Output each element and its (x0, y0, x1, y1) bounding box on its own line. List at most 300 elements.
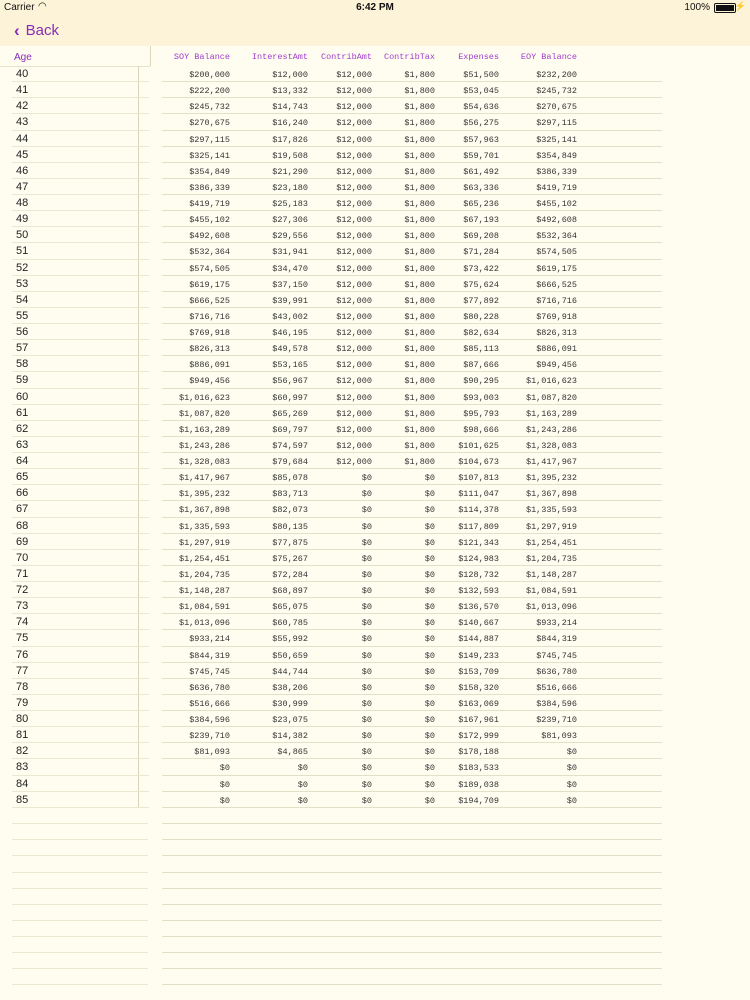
eoy-balance-cell: $492,608 (536, 215, 577, 226)
expenses-cell: $144,887 (458, 634, 499, 645)
soy-balance-cell: $666,525 (189, 295, 230, 306)
interest-amt-cell: $19,508 (272, 150, 308, 161)
contrib-tax-cell: $1,800 (404, 86, 435, 97)
eoy-balance-cell: $516,666 (536, 682, 577, 693)
age-row[interactable]: 82 (12, 743, 149, 759)
contrib-tax-cell: $0 (424, 505, 435, 516)
soy-balance-cell: $516,666 (189, 698, 230, 709)
age-row[interactable]: 77 (12, 663, 149, 679)
interest-amt-cell: $75,267 (272, 553, 308, 564)
eoy-balance-cell: $1,297,919 (525, 521, 577, 532)
eoy-balance-cell: $1,204,735 (525, 553, 577, 564)
age-row[interactable]: 51 (12, 243, 149, 259)
interest-amt-cell: $83,713 (272, 489, 308, 500)
age-row[interactable]: 42 (12, 98, 149, 114)
table-row[interactable] (162, 759, 662, 775)
contrib-tax-cell: $1,800 (404, 263, 435, 274)
contrib-tax-cell: $1,800 (404, 215, 435, 226)
expenses-cell: $69,208 (463, 231, 499, 242)
age-row[interactable]: 47 (12, 179, 149, 195)
age-row[interactable]: 53 (12, 276, 149, 292)
table-row[interactable] (162, 324, 662, 340)
soy-balance-cell: $297,115 (189, 134, 230, 145)
eoy-balance-cell: $0 (566, 795, 577, 806)
battery-icon (714, 3, 736, 13)
eoy-balance-cell: $1,367,898 (525, 489, 577, 500)
table-row[interactable] (162, 243, 662, 259)
contrib-tax-cell: $0 (424, 489, 435, 500)
table-row[interactable] (162, 82, 662, 98)
interest-amt-cell: $80,135 (272, 521, 308, 532)
age-row[interactable]: 85 (12, 792, 149, 808)
eoy-balance-cell: $619,175 (536, 263, 577, 274)
interest-amt-cell: $16,240 (272, 118, 308, 129)
soy-balance-cell: $245,732 (189, 102, 230, 113)
contrib-tax-cell: $0 (424, 779, 435, 790)
interest-amt-cell: $50,659 (272, 650, 308, 661)
empty-row (0, 873, 750, 889)
expenses-cell: $183,533 (458, 763, 499, 774)
eoy-balance-cell: $949,456 (536, 360, 577, 371)
eoy-balance-cell: $1,087,820 (525, 392, 577, 403)
eoy-balance-cell: $239,710 (536, 715, 577, 725)
table-row[interactable] (162, 405, 662, 421)
interest-amt-cell: $55,992 (272, 634, 308, 645)
expenses-cell: $59,701 (463, 150, 499, 161)
header-separator (150, 46, 151, 66)
status-bar (0, 0, 750, 14)
eoy-balance-cell: $532,364 (536, 231, 577, 242)
contrib-amt-cell: $12,000 (336, 247, 372, 258)
table-row[interactable] (162, 389, 662, 405)
battery-percent: 100% (684, 2, 710, 13)
age-row[interactable]: 69 (12, 534, 149, 550)
age-row[interactable]: 70 (12, 550, 149, 566)
soy-balance-cell: $1,148,287 (178, 586, 230, 596)
contrib-tax-cell: $0 (424, 731, 435, 742)
eoy-balance-cell: $455,102 (536, 199, 577, 209)
age-row[interactable]: 48 (12, 195, 149, 211)
expenses-cell: $95,793 (463, 408, 499, 419)
table-row[interactable] (162, 147, 662, 163)
interest-amt-cell: $29,556 (272, 231, 308, 242)
empty-row (0, 856, 750, 872)
contrib-amt-cell: $0 (361, 473, 372, 484)
empty-row (0, 824, 750, 840)
table-row[interactable] (162, 179, 662, 195)
age-row[interactable]: 80 (12, 711, 149, 727)
contrib-tax-cell: $0 (424, 537, 435, 548)
eoy-balance-cell: $1,254,451 (525, 537, 577, 548)
expenses-cell: $128,732 (458, 569, 499, 580)
interest-amt-cell: $46,195 (272, 328, 308, 338)
empty-row (0, 937, 750, 953)
expenses-cell: $57,963 (463, 134, 499, 145)
interest-amt-cell: $37,150 (272, 279, 308, 290)
contrib-amt-cell: $12,000 (336, 215, 372, 226)
interest-amt-cell: $34,470 (272, 263, 308, 274)
eoy-balance-cell: $386,339 (536, 166, 577, 177)
table-row[interactable] (162, 114, 662, 130)
contrib-amt-cell: $12,000 (336, 457, 372, 467)
expenses-cell: $82,634 (463, 328, 499, 338)
table-row[interactable] (162, 421, 662, 437)
contrib-tax-cell: $1,800 (404, 392, 435, 403)
age-row[interactable]: 66 (12, 485, 149, 501)
contrib-amt-cell: $0 (361, 698, 372, 709)
soy-balance-cell: $1,204,735 (178, 569, 230, 580)
contrib-amt-cell: $12,000 (336, 311, 372, 322)
age-row[interactable]: 60 (12, 389, 149, 405)
table-row[interactable] (162, 711, 662, 727)
header-soy-balance: SOY Balance (173, 52, 230, 62)
table-row[interactable] (162, 308, 662, 324)
contrib-tax-cell: $1,800 (404, 408, 435, 419)
age-row[interactable]: 62 (12, 421, 149, 437)
soy-balance-cell: $844,319 (189, 650, 230, 661)
contrib-tax-cell: $0 (424, 682, 435, 693)
expenses-cell: $51,500 (463, 70, 499, 80)
table-row[interactable] (162, 372, 662, 388)
table-row[interactable] (162, 679, 662, 695)
eoy-balance-cell: $245,732 (536, 86, 577, 97)
interest-amt-cell: $25,183 (272, 199, 308, 209)
contrib-amt-cell: $0 (361, 537, 372, 548)
age-row[interactable]: 54 (12, 292, 149, 308)
soy-balance-cell: $200,000 (189, 70, 230, 80)
table-row[interactable] (162, 131, 662, 147)
contrib-amt-cell: $0 (361, 618, 372, 629)
contrib-amt-cell: $0 (361, 779, 372, 790)
table-row[interactable] (162, 582, 662, 598)
soy-balance-cell: $1,297,919 (178, 537, 230, 548)
contrib-tax-cell: $1,800 (404, 102, 435, 113)
eoy-balance-cell: $297,115 (536, 118, 577, 129)
contrib-tax-cell: $1,800 (404, 182, 435, 193)
expenses-cell: $121,343 (458, 537, 499, 548)
eoy-balance-cell: $1,417,967 (525, 457, 577, 467)
soy-balance-cell: $492,608 (189, 231, 230, 242)
table-row[interactable] (162, 518, 662, 534)
contrib-tax-cell: $1,800 (404, 166, 435, 177)
contrib-amt-cell: $0 (361, 731, 372, 742)
interest-amt-cell: $60,785 (272, 618, 308, 629)
eoy-balance-cell: $1,084,591 (525, 586, 577, 596)
contrib-amt-cell: $12,000 (336, 182, 372, 193)
expenses-cell: $65,236 (463, 199, 499, 209)
eoy-balance-cell: $232,200 (536, 70, 577, 80)
soy-balance-cell: $636,780 (189, 682, 230, 693)
expenses-cell: $149,233 (458, 650, 499, 661)
age-row[interactable]: 50 (12, 227, 149, 243)
contrib-tax-cell: $1,800 (404, 134, 435, 145)
header-expenses: Expenses (458, 52, 499, 62)
age-row[interactable]: 67 (12, 501, 149, 517)
table-row[interactable] (162, 695, 662, 711)
eoy-balance-cell: $769,918 (536, 311, 577, 322)
table-row[interactable] (162, 260, 662, 276)
interest-amt-cell: $72,284 (272, 569, 308, 580)
wifi-icon: ◠ (38, 1, 47, 12)
data-table[interactable] (162, 66, 662, 808)
contrib-amt-cell: $12,000 (336, 263, 372, 274)
expenses-cell: $136,570 (458, 602, 499, 613)
interest-amt-cell: $43,002 (272, 311, 308, 322)
expenses-cell: $114,378 (458, 505, 499, 516)
table-row[interactable] (162, 566, 662, 582)
contrib-amt-cell: $0 (361, 715, 372, 725)
interest-amt-cell: $68,897 (272, 586, 308, 596)
age-row[interactable]: 73 (12, 598, 149, 614)
age-list[interactable] (12, 66, 149, 808)
back-button[interactable] (14, 22, 59, 39)
charging-icon: ⚡ (734, 1, 746, 11)
contrib-amt-cell: $12,000 (336, 440, 372, 451)
expenses-cell: $73,422 (463, 263, 499, 274)
soy-balance-cell: $419,719 (189, 199, 230, 209)
age-row[interactable]: 78 (12, 679, 149, 695)
expenses-cell: $178,188 (458, 747, 499, 758)
eoy-balance-cell: $419,719 (536, 182, 577, 193)
empty-row (0, 953, 750, 969)
contrib-tax-cell: $1,800 (404, 295, 435, 306)
chevron-left-icon: ‹ (14, 21, 20, 40)
soy-balance-cell: $769,918 (189, 328, 230, 338)
interest-amt-cell: $69,797 (272, 424, 308, 435)
contrib-tax-cell: $0 (424, 586, 435, 596)
contrib-tax-cell: $0 (424, 602, 435, 613)
table-row[interactable] (162, 647, 662, 663)
age-row[interactable]: 58 (12, 356, 149, 372)
interest-amt-cell: $44,744 (272, 666, 308, 677)
age-row[interactable]: 63 (12, 437, 149, 453)
soy-balance-cell: $933,214 (189, 634, 230, 645)
expenses-cell: $54,636 (463, 102, 499, 113)
age-row[interactable]: 52 (12, 260, 149, 276)
age-row[interactable]: 59 (12, 372, 149, 388)
table-row[interactable] (162, 356, 662, 372)
age-row[interactable]: 56 (12, 324, 149, 340)
expenses-cell: $189,038 (458, 779, 499, 790)
expenses-cell: $77,892 (463, 295, 499, 306)
soy-balance-cell: $455,102 (189, 215, 230, 226)
table-row[interactable] (162, 66, 662, 82)
interest-amt-cell: $56,967 (272, 376, 308, 387)
expenses-cell: $98,666 (463, 424, 499, 435)
age-row[interactable]: 83 (12, 759, 149, 775)
age-row[interactable]: 43 (12, 114, 149, 130)
contrib-tax-cell: $0 (424, 473, 435, 484)
interest-amt-cell: $39,991 (272, 295, 308, 306)
soy-balance-cell: $81,093 (194, 747, 230, 758)
interest-amt-cell: $77,875 (272, 537, 308, 548)
contrib-tax-cell: $1,800 (404, 70, 435, 80)
age-header-label: Age (14, 52, 32, 63)
contrib-amt-cell: $0 (361, 650, 372, 661)
status-time: 6:42 PM (356, 2, 394, 13)
age-row[interactable]: 64 (12, 453, 149, 469)
soy-balance-cell: $886,091 (189, 360, 230, 371)
age-row[interactable]: 84 (12, 776, 149, 792)
table-row[interactable] (162, 211, 662, 227)
contrib-amt-cell: $12,000 (336, 134, 372, 145)
contrib-tax-cell: $0 (424, 747, 435, 758)
contrib-amt-cell: $0 (361, 602, 372, 613)
contrib-tax-cell: $0 (424, 553, 435, 564)
interest-amt-cell: $14,382 (272, 731, 308, 742)
soy-balance-cell: $1,395,232 (178, 489, 230, 500)
soy-balance-cell: $1,016,623 (178, 392, 230, 403)
contrib-amt-cell: $12,000 (336, 376, 372, 387)
soy-balance-cell: $745,745 (189, 666, 230, 677)
soy-balance-cell: $384,596 (189, 715, 230, 725)
table-row[interactable] (162, 195, 662, 211)
table-row[interactable] (162, 550, 662, 566)
soy-balance-cell: $222,200 (189, 86, 230, 97)
expenses-cell: $61,492 (463, 166, 499, 177)
table-row[interactable] (162, 163, 662, 179)
contrib-amt-cell: $12,000 (336, 150, 372, 161)
table-row[interactable] (162, 340, 662, 356)
contrib-tax-cell: $0 (424, 666, 435, 677)
table-row[interactable] (162, 227, 662, 243)
age-row[interactable]: 74 (12, 614, 149, 630)
interest-amt-cell: $79,684 (272, 457, 308, 467)
empty-row-line (162, 984, 662, 985)
contrib-tax-cell: $1,800 (404, 279, 435, 290)
soy-balance-cell: $0 (219, 795, 230, 806)
table-header (162, 46, 662, 66)
soy-balance-cell: $716,716 (189, 311, 230, 322)
contrib-tax-cell: $0 (424, 569, 435, 580)
table-row[interactable] (162, 453, 662, 469)
age-row[interactable]: 55 (12, 308, 149, 324)
table-row[interactable] (162, 727, 662, 743)
contrib-tax-cell: $0 (424, 618, 435, 629)
soy-balance-cell: $826,313 (189, 344, 230, 355)
age-row[interactable]: 68 (12, 518, 149, 534)
table-row[interactable] (162, 743, 662, 759)
expenses-cell: $87,666 (463, 360, 499, 371)
age-row[interactable]: 57 (12, 340, 149, 356)
contrib-amt-cell: $12,000 (336, 166, 372, 177)
eoy-balance-cell: $354,849 (536, 150, 577, 161)
soy-balance-cell: $0 (219, 763, 230, 774)
expenses-cell: $167,961 (458, 715, 499, 725)
table-row[interactable] (162, 469, 662, 485)
eoy-balance-cell: $574,505 (536, 247, 577, 258)
contrib-amt-cell: $12,000 (336, 102, 372, 113)
age-row[interactable]: 65 (12, 469, 149, 485)
age-row[interactable]: 44 (12, 131, 149, 147)
expenses-cell: $194,709 (458, 795, 499, 806)
expenses-cell: $56,275 (463, 118, 499, 129)
table-row[interactable] (162, 534, 662, 550)
expenses-cell: $80,228 (463, 311, 499, 322)
soy-balance-cell: $1,367,898 (178, 505, 230, 516)
soy-balance-cell: $354,849 (189, 166, 230, 177)
age-row[interactable]: 71 (12, 566, 149, 582)
interest-amt-cell: $85,078 (272, 473, 308, 484)
table-row[interactable] (162, 792, 662, 808)
table-row[interactable] (162, 276, 662, 292)
back-button-label: Back (25, 22, 60, 39)
contrib-amt-cell: $12,000 (336, 344, 372, 355)
table-row[interactable] (162, 292, 662, 308)
table-row[interactable] (162, 598, 662, 614)
interest-amt-cell: $0 (297, 795, 308, 806)
eoy-balance-cell: $826,313 (536, 328, 577, 338)
age-row[interactable]: 49 (12, 211, 149, 227)
interest-amt-cell: $30,999 (272, 698, 308, 709)
interest-amt-cell: $14,743 (272, 102, 308, 113)
age-row[interactable]: 45 (12, 147, 149, 163)
soy-balance-cell: $949,456 (189, 376, 230, 387)
soy-balance-cell: $1,335,593 (178, 521, 230, 532)
age-row[interactable]: 75 (12, 630, 149, 646)
interest-amt-cell: $74,597 (272, 440, 308, 451)
expenses-cell: $71,284 (463, 247, 499, 258)
interest-amt-cell: $23,075 (272, 715, 308, 725)
contrib-amt-cell: $0 (361, 634, 372, 645)
age-row[interactable]: 81 (12, 727, 149, 743)
age-row[interactable]: 76 (12, 647, 149, 663)
soy-balance-cell: $386,339 (189, 182, 230, 193)
interest-amt-cell: $31,941 (272, 247, 308, 258)
table-row[interactable] (162, 614, 662, 630)
age-row[interactable]: 41 (12, 82, 149, 98)
table-row[interactable] (162, 485, 662, 501)
table-row[interactable] (162, 501, 662, 517)
soy-balance-cell: $1,084,591 (178, 602, 230, 613)
soy-balance-cell: $1,328,083 (178, 457, 230, 467)
age-row[interactable]: 61 (12, 405, 149, 421)
age-row[interactable]: 72 (12, 582, 149, 598)
contrib-amt-cell: $12,000 (336, 279, 372, 290)
soy-balance-cell: $1,243,286 (178, 440, 230, 451)
expenses-cell: $117,809 (458, 521, 499, 532)
header-eoy-balance: EOY Balance (520, 52, 577, 62)
interest-amt-cell: $4,865 (277, 747, 308, 758)
soy-balance-cell: $619,175 (189, 279, 230, 290)
eoy-balance-cell: $384,596 (536, 698, 577, 709)
interest-amt-cell: $0 (297, 763, 308, 774)
interest-amt-cell: $12,000 (272, 70, 308, 80)
age-row[interactable]: 46 (12, 163, 149, 179)
soy-balance-cell: $532,364 (189, 247, 230, 258)
table-row[interactable] (162, 663, 662, 679)
eoy-balance-cell: $666,525 (536, 279, 577, 290)
contrib-tax-cell: $1,800 (404, 118, 435, 129)
interest-amt-cell: $27,306 (272, 215, 308, 226)
age-row[interactable]: 79 (12, 695, 149, 711)
contrib-amt-cell: $0 (361, 586, 372, 596)
expenses-cell: $101,625 (458, 440, 499, 451)
expenses-cell: $163,069 (458, 698, 499, 709)
table-row[interactable] (162, 437, 662, 453)
eoy-balance-cell: $1,163,289 (525, 408, 577, 419)
eoy-balance-cell: $745,745 (536, 650, 577, 661)
contrib-tax-cell: $1,800 (404, 311, 435, 322)
table-row[interactable] (162, 98, 662, 114)
table-row[interactable] (162, 776, 662, 792)
age-row[interactable]: 40 (12, 66, 149, 82)
contrib-amt-cell: $12,000 (336, 231, 372, 242)
contrib-tax-cell: $1,800 (404, 231, 435, 242)
interest-amt-cell: $0 (297, 779, 308, 790)
interest-amt-cell: $38,206 (272, 682, 308, 693)
table-row[interactable] (162, 630, 662, 646)
